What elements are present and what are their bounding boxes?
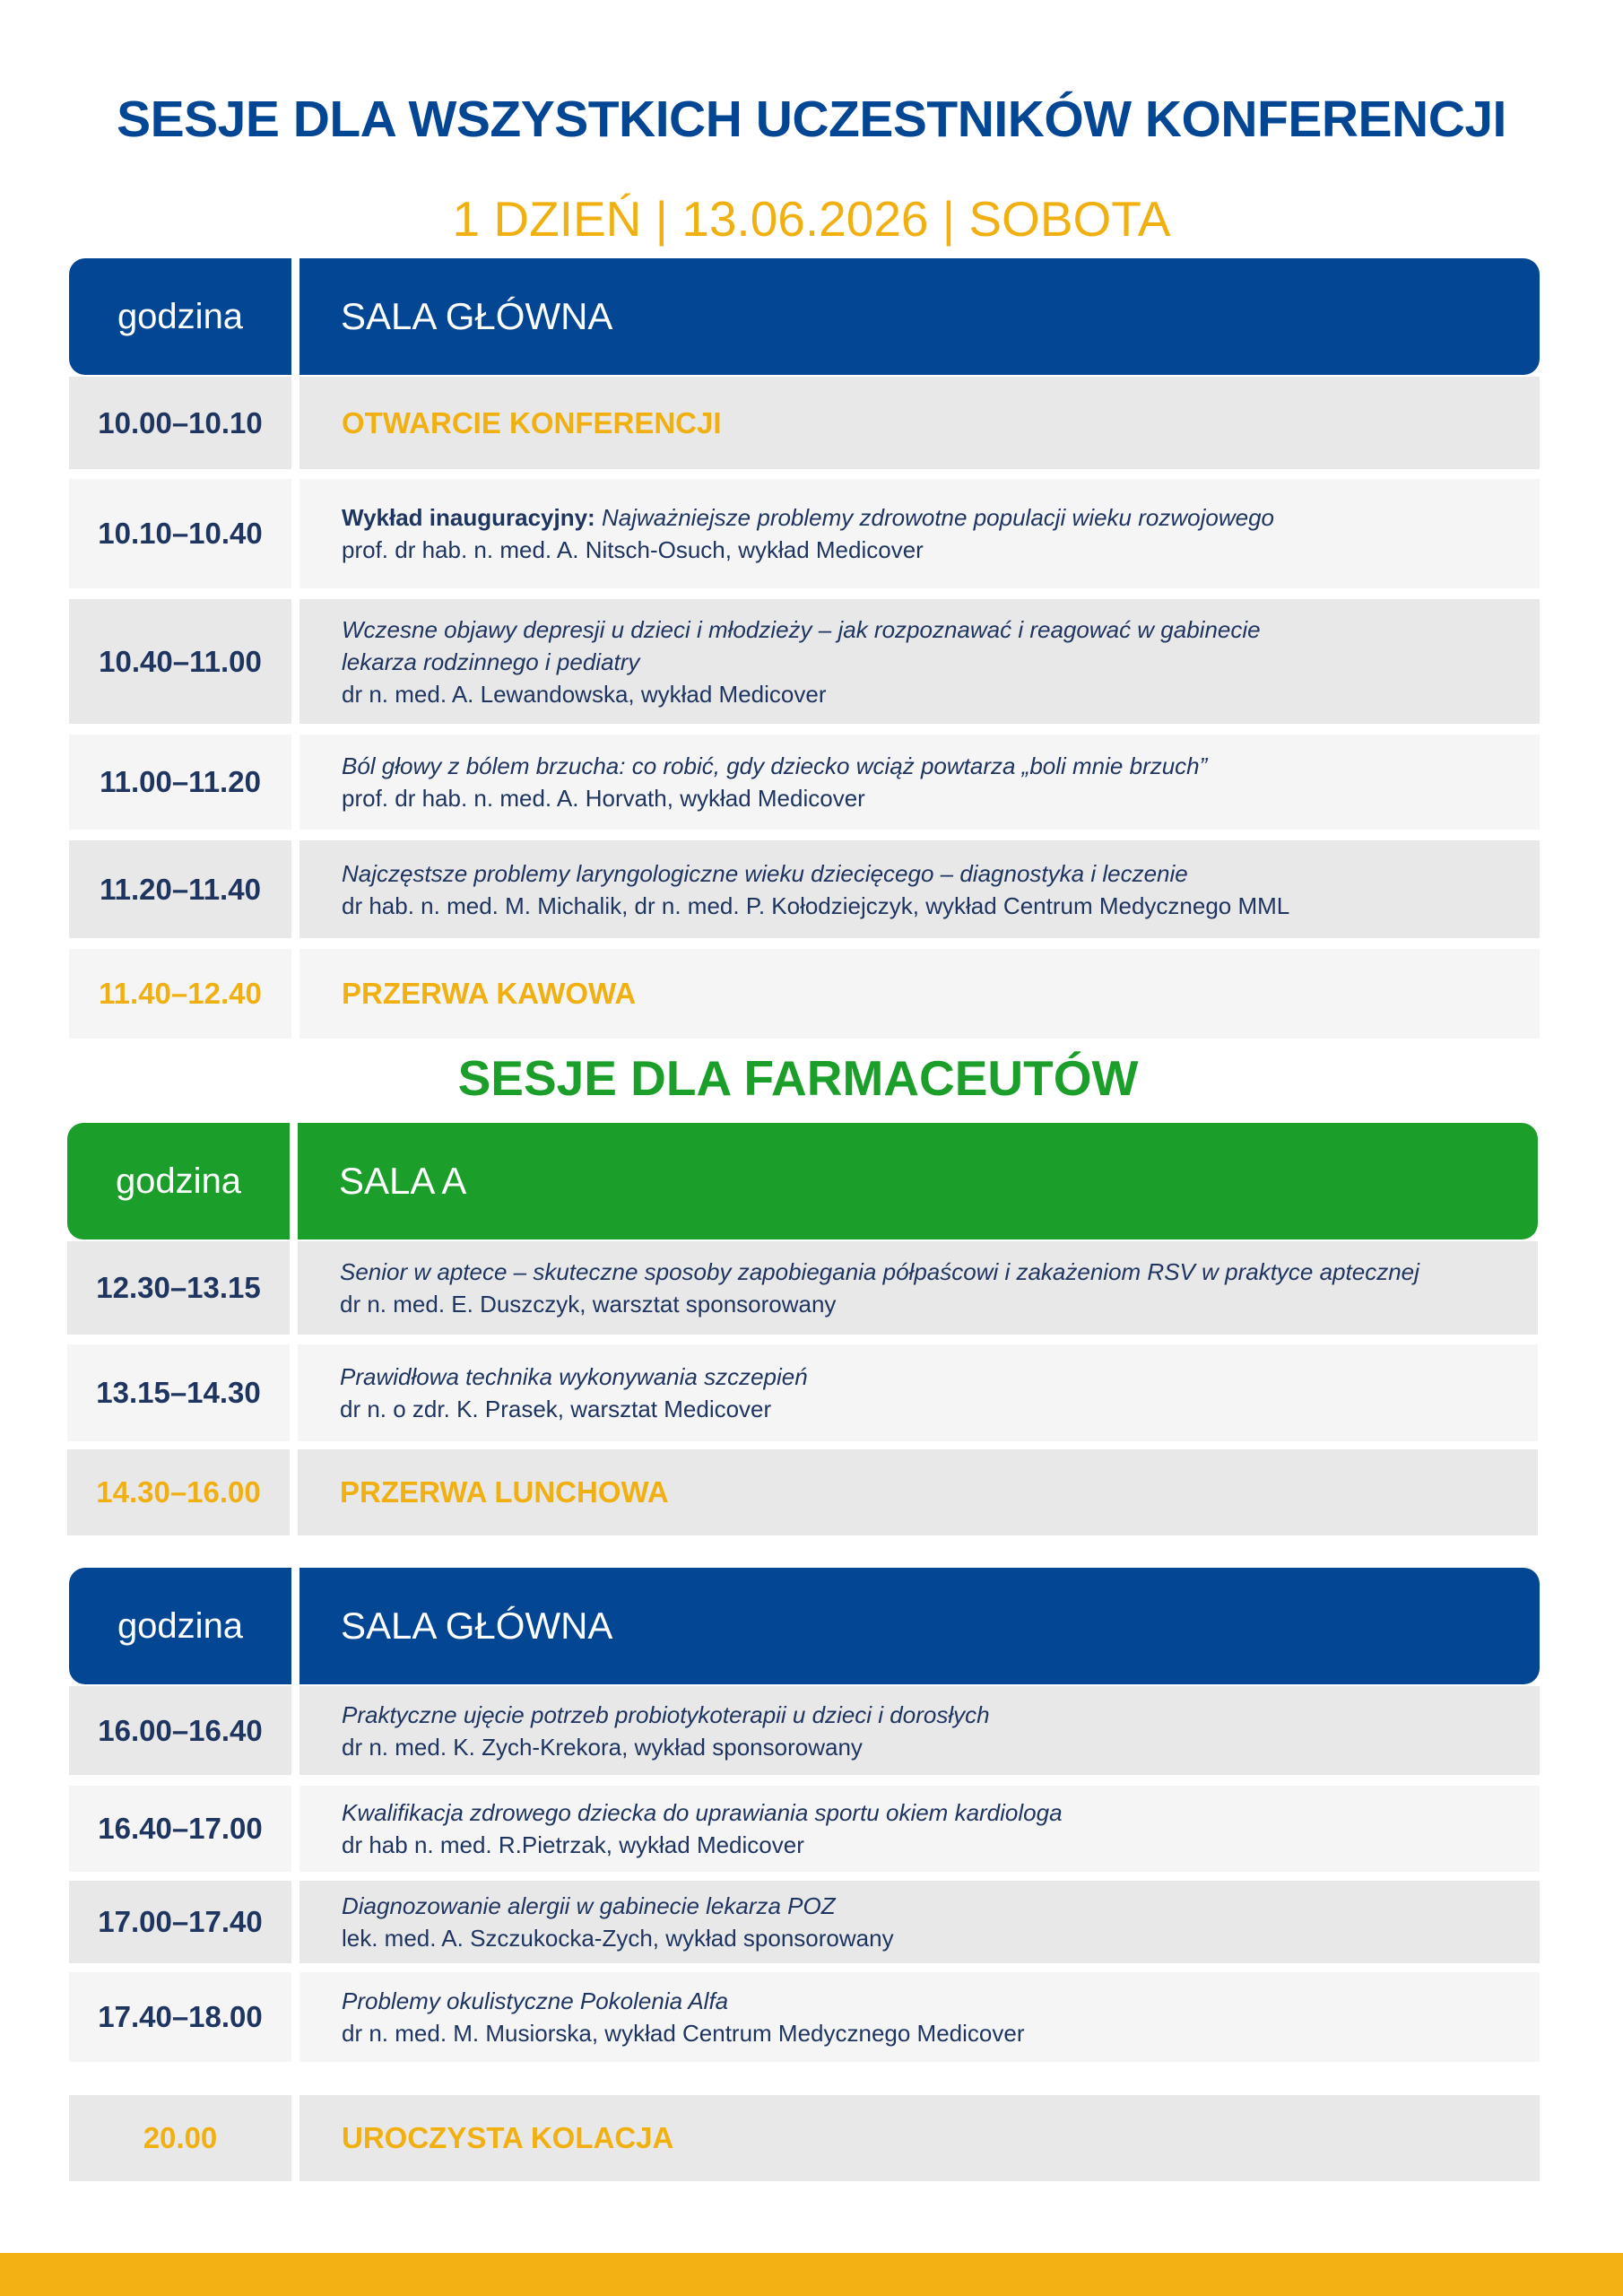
session-speaker: dr hab. n. med. M. Michalik, dr n. med. P. Kołodziejczyk, wykład Centrum Medycznego MML bbox=[342, 891, 1290, 919]
schedule-row bbox=[69, 949, 1540, 1039]
session-time: 17.40–18.00 bbox=[69, 1972, 291, 2062]
schedule-row bbox=[69, 840, 1540, 938]
session-speaker: dr n. o zdr. K. Prasek, warsztat Medicover bbox=[340, 1396, 772, 1422]
session-title: Senior w aptece – skuteczne sposoby zapobiegania półpaścowi i zakażeniom RSV w praktyce aptecznej bbox=[340, 1258, 1419, 1285]
session-time: 11.20–11.40 bbox=[69, 840, 291, 938]
break-label: PRZERWA KAWOWA bbox=[342, 977, 637, 1010]
session-time: 20.00 bbox=[69, 2095, 291, 2181]
header-separator bbox=[291, 258, 299, 375]
session-time: 12.30–13.15 bbox=[67, 1241, 290, 1335]
schedule-row bbox=[69, 1686, 1540, 1775]
schedule-row bbox=[69, 1786, 1540, 1872]
session-title: Najważniejsze problemy zdrowotne populacji wieku rozwojowego bbox=[601, 504, 1274, 531]
section2-header bbox=[67, 1123, 1538, 1239]
session-title: Kwalifikacja zdrowego dziecka do uprawiania sportu okiem kardiologa bbox=[342, 1799, 1063, 1826]
header-separator bbox=[290, 1123, 298, 1239]
session-time: 11.40–12.40 bbox=[69, 949, 291, 1039]
day-heading: 1 DZIEŃ | 13.06.2026 | SOBOTA bbox=[452, 191, 1171, 247]
schedule-row bbox=[67, 1241, 1538, 1335]
session-time: 14.30–16.00 bbox=[67, 1449, 290, 1535]
session-speaker: dr n. med. E. Duszczyk, warsztat sponsorowany bbox=[340, 1291, 837, 1318]
header-time-label: godzina bbox=[117, 1606, 244, 1646]
break-label: OTWARCIE KONFERENCJI bbox=[342, 405, 722, 439]
session-speaker: lek. med. A. Szczukocka-Zych, wykład sponsorowany bbox=[342, 1925, 894, 1952]
session-time: 10.40–11.00 bbox=[69, 599, 291, 724]
session-title: Praktyczne ujęcie potrzeb probiotykoterapii u dzieci i dorosłych bbox=[342, 1700, 990, 1728]
session-title: Prawidłowa technika wykonywania szczepień bbox=[340, 1363, 808, 1390]
session-time: 13.15–14.30 bbox=[67, 1344, 290, 1441]
session-speaker: dr n. med. A. Lewandowska, wykład Medicover bbox=[342, 680, 827, 708]
session-speaker: dr n. med. K. Zych-Krekora, wykład sponsorowany bbox=[342, 1733, 863, 1761]
header-room: SALA A bbox=[339, 1160, 467, 1202]
schedule-row bbox=[67, 1449, 1538, 1535]
break-label: UROCZYSTA KOLACJA bbox=[342, 2121, 674, 2154]
page-title: SESJE DLA WSZYSTKICH UCZESTNIKÓW KONFERENCJI bbox=[117, 91, 1506, 148]
schedule-row bbox=[69, 2095, 1540, 2181]
header-time-label: godzina bbox=[117, 297, 244, 336]
session-time: 16.40–17.00 bbox=[69, 1786, 291, 1872]
header-separator bbox=[291, 1568, 299, 1684]
header-time-label: godzina bbox=[115, 1161, 242, 1201]
session-speaker: prof. dr hab. n. med. A. Nitsch-Osuch, wykład Medicover bbox=[342, 536, 924, 563]
session-time: 16.00–16.40 bbox=[69, 1686, 291, 1775]
session-title: Najczęstsze problemy laryngologiczne wieku dziecięcego – diagnostyka i leczenie bbox=[342, 859, 1188, 887]
schedule-row bbox=[69, 377, 1540, 469]
session-time: 10.10–10.40 bbox=[69, 479, 291, 588]
header-room: SALA GŁÓWNA bbox=[341, 1605, 613, 1647]
header-room: SALA GŁÓWNA bbox=[341, 295, 613, 337]
session-speaker: dr n. med. M. Musiorska, wykład Centrum Medycznego Medicover bbox=[342, 2020, 1025, 2047]
session-speaker: dr hab n. med. R.Pietrzak, wykład Medicover bbox=[342, 1831, 804, 1858]
session-title: Wczesne objawy depresji u dzieci i młodzieży – jak rozpoznawać i reagować w gabinecie bbox=[342, 615, 1261, 643]
schedule-row bbox=[67, 1344, 1538, 1441]
session-speaker: prof. dr hab. n. med. A. Horvath, wykład Medicover bbox=[342, 785, 865, 812]
session-title: Diagnozowanie alergii w gabinecie lekarza POZ bbox=[342, 1892, 836, 1919]
schedule-row bbox=[69, 599, 1540, 724]
session-lead: Wykład inauguracyjny: bbox=[342, 504, 595, 531]
section3-header bbox=[69, 1568, 1540, 1684]
session-title: Problemy okulistyczne Pokolenia Alfa bbox=[342, 1987, 729, 2014]
session-title: Ból głowy z bólem brzucha: co robić, gdy dziecko wciąż powtarza „boli mnie brzuch” bbox=[342, 752, 1208, 779]
break-label: PRZERWA LUNCHOWA bbox=[340, 1475, 669, 1509]
schedule-row bbox=[69, 1972, 1540, 2062]
footer-bar bbox=[0, 2253, 1623, 2296]
schedule-row bbox=[69, 735, 1540, 830]
session-time: 11.00–11.20 bbox=[69, 735, 291, 830]
session-time: 10.00–10.10 bbox=[69, 377, 291, 469]
schedule-row bbox=[69, 1881, 1540, 1963]
pharma-section-title: SESJE DLA FARMACEUTÓW bbox=[457, 1050, 1139, 1106]
session-title-continued: lekarza rodzinnego i pediatry bbox=[342, 648, 640, 675]
schedule-row bbox=[69, 479, 1540, 588]
section1-header bbox=[69, 258, 1540, 375]
session-time: 17.00–17.40 bbox=[69, 1881, 291, 1963]
